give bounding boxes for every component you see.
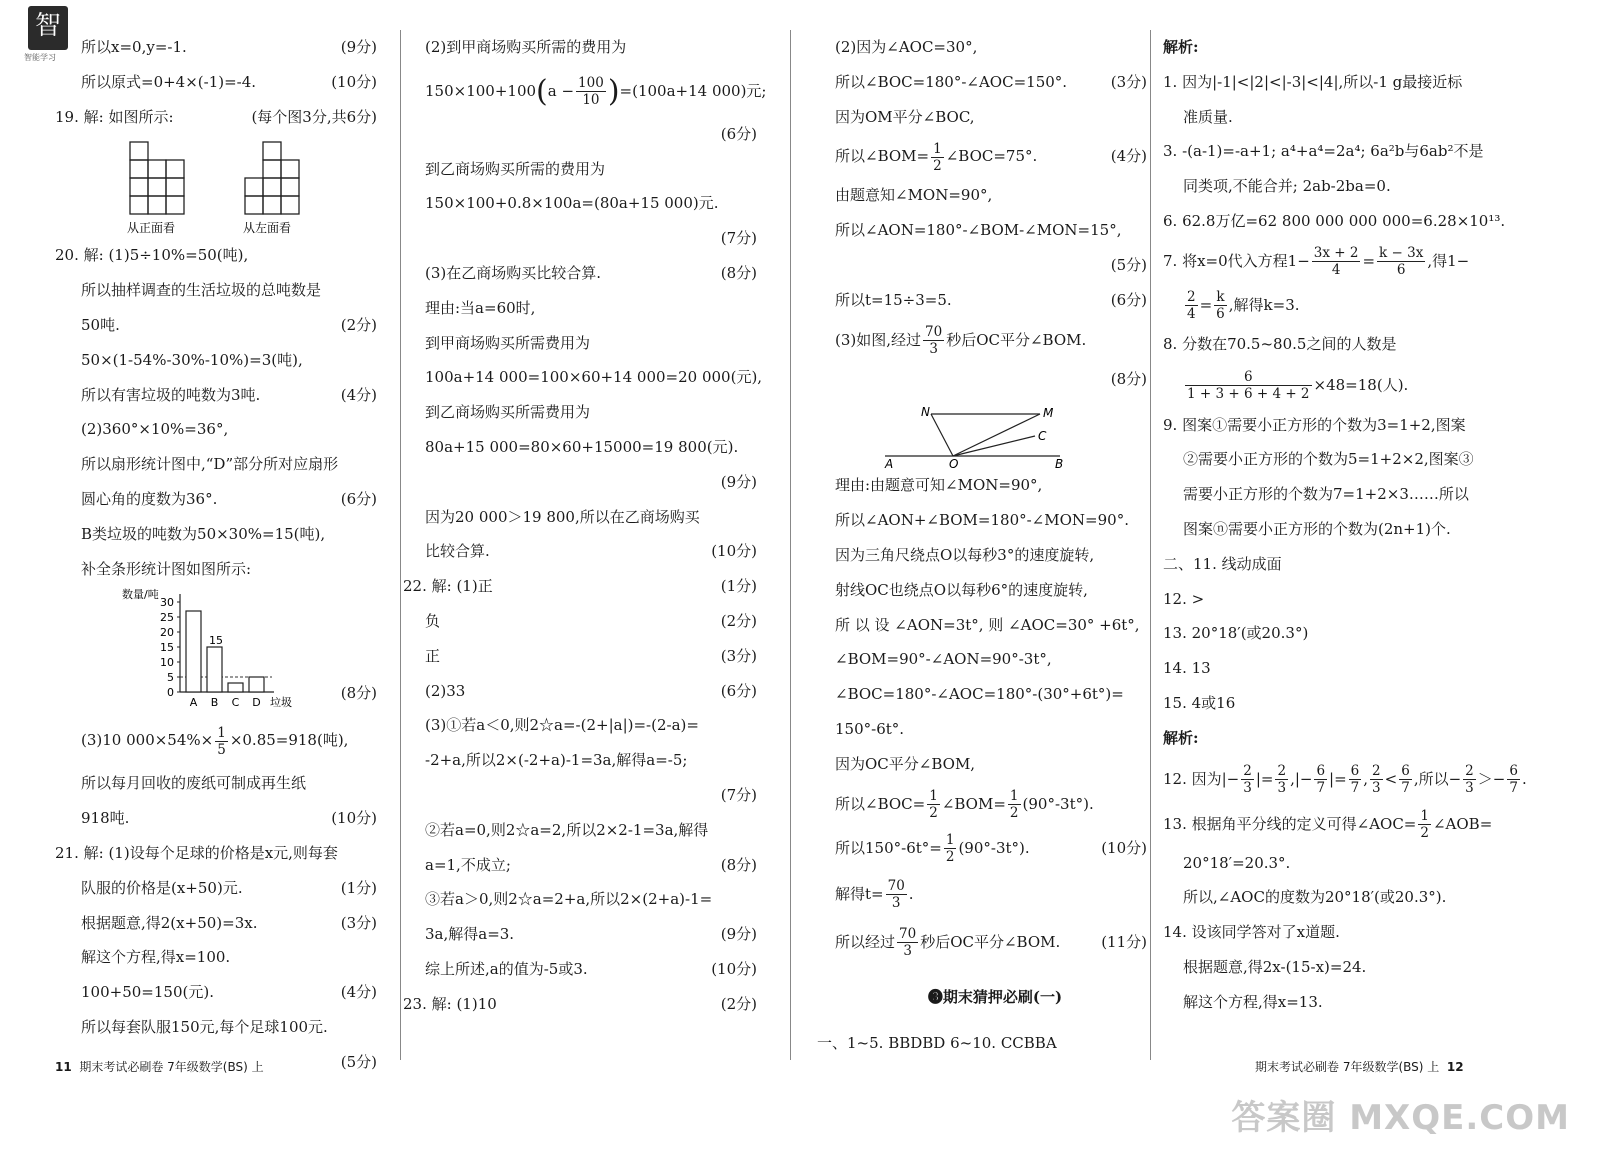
watermark: 答案圈 MXQE.COM (1231, 1098, 1570, 1138)
text-line: -2+a,所以2×(-2+a)-1=3a,解得a=-5; (425, 751, 688, 770)
y-tick-label: 20 (160, 626, 174, 640)
text-line: 所以t=15÷3=5. (6分) (835, 290, 1147, 309)
text-line: 射线OC也绕点O以每秒6°的速度旋转, (835, 580, 1088, 599)
text-line: $\frac{2}{4}$ = $\frac{k}{6}$ ,解得k=3. (1187, 289, 1300, 323)
text-line: 所 以 设 ∠AON=3t°, 则 ∠AOC=30° +6t°, (835, 615, 1140, 634)
text-line: 3a,解得a=3. (9分) (425, 925, 757, 944)
text-line: 负 (2分) (425, 611, 757, 630)
column-3 (817, 30, 1155, 1070)
bar-D (249, 677, 264, 692)
text-line: 9. 图案①需要小正方形的个数为3=1+2,图案 (1163, 415, 1466, 434)
point-o-label: O (949, 457, 959, 469)
text-line: (6分) (720, 124, 757, 143)
text-line: ∠BOC=180°-∠AOC=180°-(30°+6t°)= (835, 685, 1124, 704)
question-23: 23. 解: (1)10 (2分) (403, 994, 757, 1013)
text-line: 同类项,不能合并; 2ab-2ba=0. (1183, 177, 1391, 196)
text-line: 6. 62.8万亿=62 800 000 000 000=6.28×10¹³. (1163, 211, 1506, 230)
bar-C (228, 683, 243, 692)
text-line: (3)10 000×54%× $\frac{1}{5}$ ×0.85=918(吨), (81, 724, 349, 758)
text-line: $\frac{6}{1 + 3 + 6 + 4 + 2}$ ×48=18(人). (1187, 369, 1409, 403)
text-line: B类垃圾的吨数为50×30%=15(吨), (81, 524, 326, 543)
column-divider (400, 30, 401, 1060)
column-4 (1163, 30, 1527, 1070)
answer-key: 一、1~5. BBDBD 6~10. CCBBA (817, 1034, 1057, 1053)
point-c-label: C (1038, 429, 1047, 444)
column-1 (55, 30, 385, 1070)
footer-right: 期末考试必刷卷 7年级数学(BS) 上 12 (1255, 1060, 1464, 1074)
text-line: 100+50=150(元). (4分) (81, 983, 377, 1002)
text-line: 150°-6t°. (835, 719, 905, 738)
text-line: 由题意知∠MON=90°, (835, 186, 993, 205)
bar-chart-block (55, 586, 385, 714)
text-line: 正 (3分) (425, 646, 757, 665)
text-line: 圆心角的度数为36°. (6分) (81, 489, 377, 508)
text-line: 综上所述,a的值为-5或3. (10分) (425, 959, 757, 978)
text-line: 13. 20°18′(或20.3°) (1163, 624, 1309, 643)
view-figures (55, 134, 385, 238)
point-n-label: N (921, 405, 930, 420)
text-line: ②若a=0,则2☆a=2,所以2×2-1=3a,解得 (425, 820, 709, 839)
text-line: 比较合算. (10分) (425, 542, 757, 561)
footer-left: 11 期末考试必刷卷 7年级数学(BS) 上 (55, 1060, 264, 1074)
data-label: 15 (209, 634, 223, 648)
text-line: 解这个方程,得x=13. (1183, 992, 1323, 1011)
text-line: ③若a＞0,则2☆a=2+a,所以2×(2+a)-1= (425, 890, 713, 909)
text-line: 150×100+0.8×100a=(80a+15 000)元. (425, 194, 719, 213)
text-line: (9分) (720, 472, 757, 491)
bar-A (186, 611, 201, 692)
text-line: 所以每月回收的废纸可制成再生纸 (81, 774, 307, 793)
text-line: 14. 13 (1163, 659, 1211, 678)
text-line: 根据题意,得2x-(15-x)=24. (1183, 957, 1367, 976)
text-line: 解这个方程,得x=100. (81, 948, 231, 967)
text-line: (5分) (340, 1052, 377, 1071)
three-view-diagram (55, 134, 385, 238)
text-line: (2)到甲商场购买所需的费用为 (425, 38, 627, 56)
text-line: 因为三角尺绕点O以每秒3°的速度旋转, (835, 545, 1095, 564)
text-line: 需要小正方形的个数为7=1+2×3……所以 (1183, 485, 1469, 504)
section-heading: 解析: (1163, 38, 1199, 56)
text-line: (5分) (1110, 255, 1147, 274)
x-tick-label: D (252, 696, 261, 710)
text-line: 50×(1-54%-30%-10%)=3(吨), (81, 350, 303, 369)
text-line: 因为20 000＞19 800,所以在乙商场购买 (425, 507, 700, 526)
text-line: 准质量. (1183, 107, 1233, 126)
text-line: 20°18′=20.3°. (1183, 853, 1291, 872)
text-line: 理由:当a=60时, (425, 298, 536, 317)
text-line: 7. 将x=0代入方程1− $\frac{3x + 2}{4}$ = $\frac{k - 3x}{6}$ ,得1− (1163, 245, 1470, 279)
y-tick-label: 30 (160, 596, 174, 610)
text-line: 到甲商场购买所需费用为 (425, 333, 591, 352)
text-line: 所以每套队服150元,每个足球100元. (81, 1017, 328, 1036)
question-19: 19. 解: 如图所示: (每个图3分,共6分) (55, 107, 377, 126)
text-line: 到乙商场购买所需费用为 (425, 403, 591, 422)
text-line: 150×100+100(a − $\frac{100}{10}$ )=(100a+14 000)元; (425, 73, 767, 109)
y-tick-label: 15 (160, 641, 174, 655)
front-view-caption: 从正面看 (127, 221, 176, 236)
column-2 (403, 30, 767, 1070)
text-line: 所以∠BOC= $\frac{1}{2}$ ∠BOM= $\frac{1}{2}$ (90°-3t°). (835, 788, 1094, 822)
x-tick-label: A (189, 696, 198, 710)
text-line: 15. 4或16 (1163, 693, 1236, 712)
text-line: 80a+15 000=80×60+15000=19 800(元). (425, 437, 739, 456)
text-line: 图案ⓝ需要小正方形的个数为(2n+1)个. (1183, 519, 1451, 538)
publisher-logo: 智 (28, 6, 68, 50)
text-line: 918吨. (10分) (81, 809, 377, 828)
text-line: 所以∠AON+∠BOM=180°-∠MON=90°. (835, 511, 1129, 530)
text-line: 队服的价格是(x+50)元. (1分) (81, 878, 377, 897)
text-line: 所以∠BOC=180°-∠AOC=150°. (3分) (835, 72, 1147, 91)
angle-diagram (835, 396, 1155, 468)
text-line: 所以∠AON=180°-∠BOM-∠MON=15°, (835, 221, 1122, 240)
y-tick-label: 0 (167, 686, 174, 700)
text-line: a=1,不成立; (8分) (425, 855, 757, 874)
text-line: 所以有害垃圾的吨数为3吨. (4分) (81, 385, 377, 404)
text-line: (2)360°×10%=36°, (81, 420, 229, 439)
text-line: 所以,∠AOC的度数为20°18′(或20.3°). (1183, 888, 1447, 907)
text-line: 50吨. (2分) (81, 315, 377, 334)
text-line: ②需要小正方形的个数为5=1+2×2,图案③ (1183, 450, 1474, 469)
text-line: (3)在乙商场购买比较合算. (8分) (425, 263, 757, 282)
text-line: 12. > (1163, 589, 1205, 608)
y-tick-label: 5 (167, 671, 174, 685)
bar-B (207, 647, 222, 692)
x-axis-label: 垃圾 (270, 696, 292, 710)
text-line: (2)因为∠AOC=30°, (835, 38, 978, 56)
text-line: 所以原式=0+4×(-1)=-4. (10分) (81, 72, 377, 91)
text-line: 因为OM平分∠BOC, (835, 107, 975, 126)
text-line: 14. 设该同学答对了x道题. (1163, 923, 1340, 942)
left-view-caption: 从左面看 (243, 221, 292, 236)
question-22: 22. 解: (1)正 (1分) (403, 577, 757, 596)
point-m-label: M (1043, 406, 1054, 421)
text-line: 到乙商场购买所需的费用为 (425, 159, 606, 178)
question-21: 21. 解: (1)设每个足球的价格是x元,则每套 (55, 843, 338, 862)
text-line: ∠BOM=90°-∠AON=90°-3t°, (835, 650, 1052, 669)
text-line: (3)如图,经过 $\frac{70}{3}$ 秒后OC平分∠BOM. (835, 324, 1087, 358)
text-line: 所以扇形统计图中,“D”部分所对应扇形 (81, 455, 339, 474)
y-tick-label: 10 (160, 656, 174, 670)
question-20: 20. 解: (1)5÷10%=50(吨), (55, 246, 249, 265)
text-line: 1. 因为|-1|<|2|<|-3|<|4|,所以-1 g最接近标 (1163, 72, 1463, 91)
text-line: 所以经过 $\frac{70}{3}$ 秒后OC平分∠BOM. (11分) (835, 926, 1147, 960)
text-line: 3. -(a-1)=-a+1; a⁴+a⁴=2a⁴; 6a²b与6ab²不是 (1163, 142, 1484, 161)
y-axis-label: 数量/吨 (122, 588, 159, 602)
section-title: ❸期末猜押必刷(一) (927, 987, 1063, 1006)
text-line: (3)①若a＜0,则2☆a=-(2+|a|)=-(2-a)= (425, 716, 699, 735)
text-line: 13. 根据角平分线的定义可得∠AOC= $\frac{1}{2}$ ∠AOB= (1163, 808, 1493, 842)
score: (8分) (340, 684, 377, 703)
publisher-logo-caption: 智能学习 (24, 53, 56, 62)
text-line: 8. 分数在70.5~80.5之间的人数是 (1163, 334, 1397, 353)
section-heading: 解析: (1163, 728, 1199, 747)
text-line: 100a+14 000=100×60+14 000=20 000(元), (425, 368, 763, 387)
text-line: (7分) (720, 229, 757, 248)
text-line: 12. 因为|− $\frac{2}{3}$ |= $\frac{2}{3}$ ,|− $\frac{6}{7}$ |= $\frac{6}{7}$ , $\frac{2}{3}$ < $\frac{6}{7}$ ,所以− $\frac{2}{3}$ ＞− $\frac{6}{7}$ . (1163, 763, 1527, 797)
text-line: (8分) (1110, 369, 1147, 388)
text-line: (7分) (720, 785, 757, 804)
text-line: 因为OC平分∠BOM, (835, 754, 976, 773)
text-line: 理由:由题意可知∠MON=90°, (835, 476, 1043, 495)
x-tick-label: C (231, 696, 240, 710)
text-line: 所以x=0,y=-1. (9分) (81, 38, 377, 56)
text-line: (2)33 (6分) (425, 681, 757, 700)
column-divider (790, 30, 791, 1060)
bar-chart (55, 586, 355, 714)
text-line: 补全条形统计图如图所示: (81, 559, 252, 578)
x-tick-label: B (210, 696, 219, 710)
text-line: 所以∠BOM= $\frac{1}{2}$ ∠BOC=75°. (4分) (835, 140, 1147, 174)
point-a-label: A (885, 457, 894, 469)
text-line: 二、11. 线动成面 (1163, 554, 1282, 573)
text-line: 解得t= $\frac{70}{3}$ . (835, 878, 914, 912)
point-b-label: B (1055, 457, 1064, 469)
y-tick-label: 25 (160, 611, 174, 625)
text-line: 所以150°-6t°= $\frac{1}{2}$ (90°-3t°). (10分) (835, 832, 1147, 866)
text-line: 根据题意,得2(x+50)=3x. (3分) (81, 913, 377, 932)
angle-figure (835, 396, 1155, 468)
text-line: 所以抽样调查的生活垃圾的总吨数是 (81, 281, 322, 300)
